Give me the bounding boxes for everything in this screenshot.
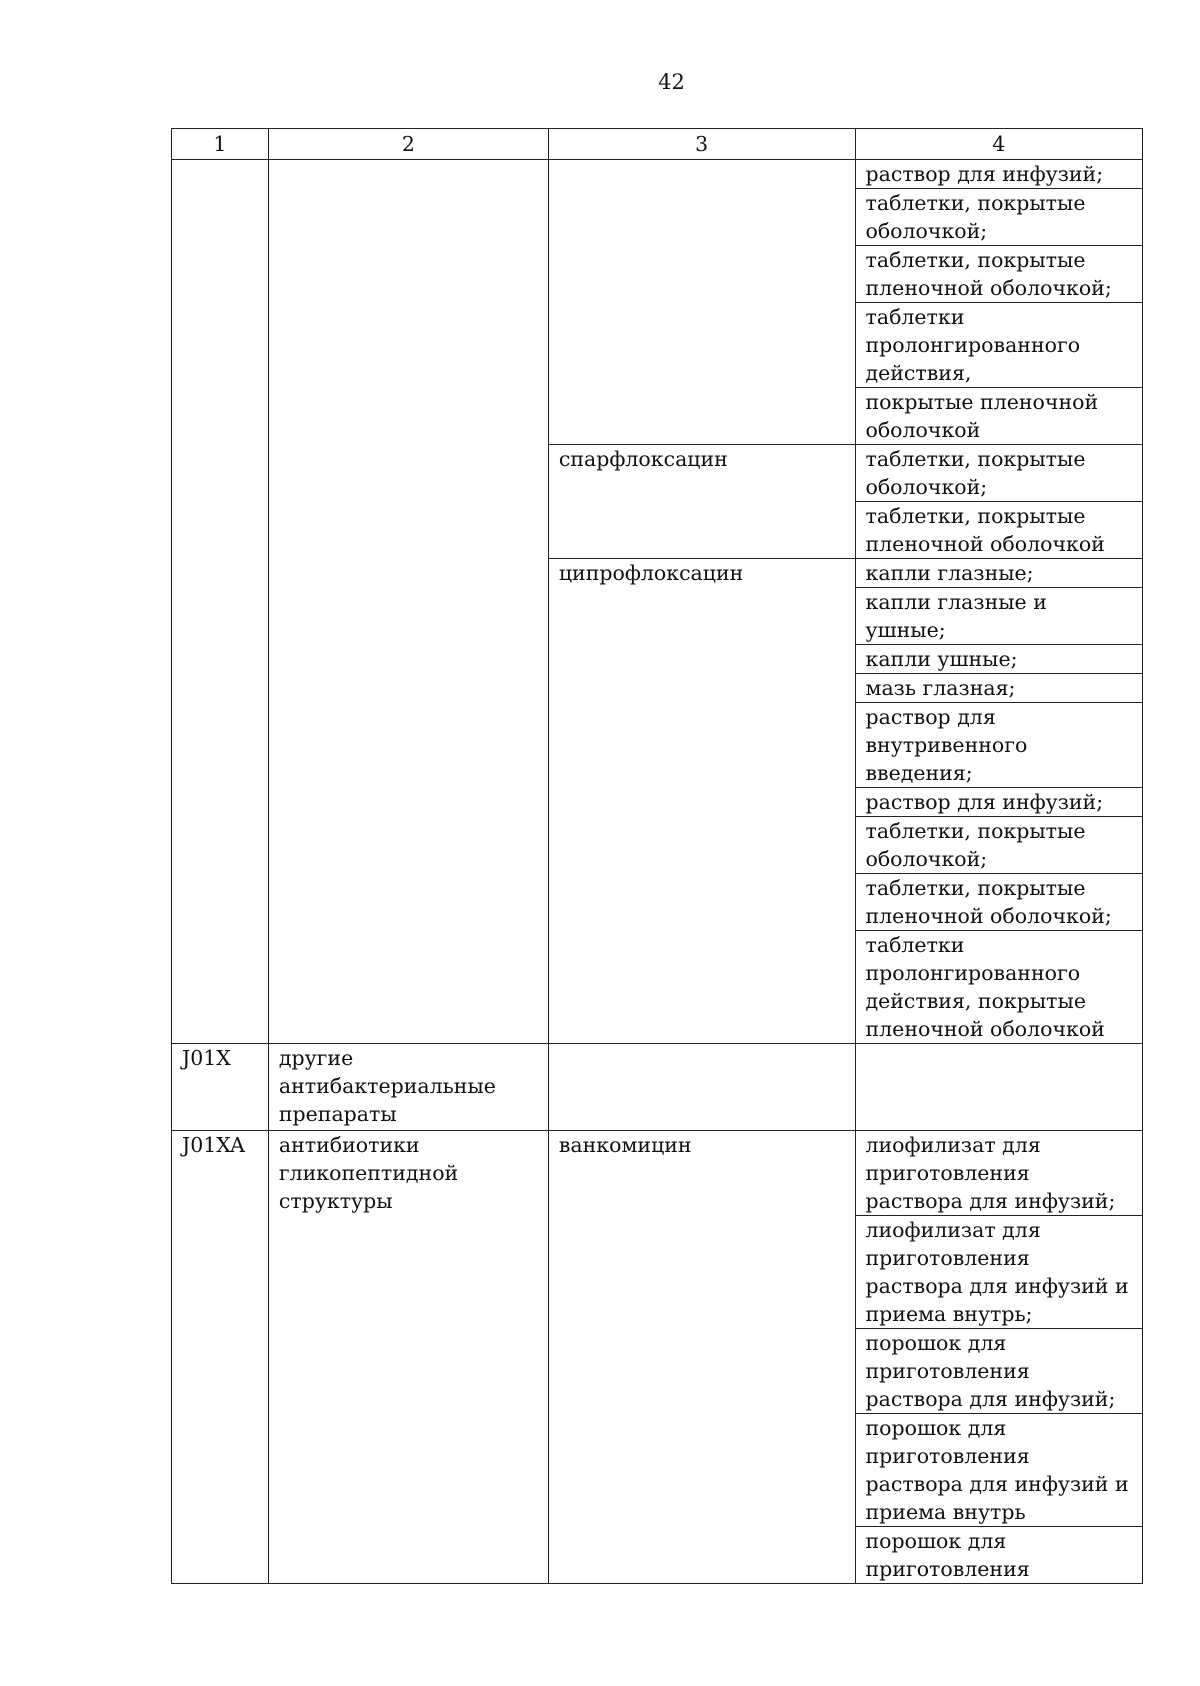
drug-cell: ванкомицин <box>548 1131 855 1584</box>
code-cell: J01X <box>172 1044 269 1131</box>
forms-cell <box>855 559 1143 1044</box>
form-item: таблетки, покрытые пленочной оболочкой; <box>856 246 1143 303</box>
form-item: раствор для инфузий; <box>856 788 1143 817</box>
group-cell <box>268 160 548 1044</box>
group-cell: антибиотики гликопептидной структуры <box>268 1131 548 1584</box>
form-item: лиофилизат для приготовления раствора для инфузий и приема внутрь; <box>856 1216 1143 1329</box>
drug-cell: спарфлоксацин <box>548 445 855 559</box>
forms-cell <box>855 160 1143 445</box>
form-item: порошок для приготовления раствора для инфузий и приема внутрь <box>856 1414 1143 1527</box>
header-col-3: 3 <box>548 129 855 160</box>
form-item: мазь глазная; <box>856 674 1143 703</box>
form-item: лиофилизат для приготовления раствора для инфузий; <box>856 1131 1143 1216</box>
forms-cell <box>855 1131 1143 1584</box>
form-item: покрытые пленочной оболочкой <box>865 390 1099 442</box>
form-item: раствор для инфузий; <box>856 160 1143 189</box>
form-item: таблетки пролонгированного действия, покрытые пленочной оболочкой <box>865 933 1105 1041</box>
header-row <box>172 129 1143 160</box>
drug-cell <box>548 160 855 445</box>
form-item: таблетки, покрытые пленочной оболочкой <box>865 504 1105 556</box>
code-cell <box>172 160 269 1044</box>
drug-cell: ципрофлоксацин <box>548 559 855 1044</box>
form-item: капли глазные; <box>856 559 1143 588</box>
form-item: таблетки, покрытые оболочкой; <box>856 817 1143 874</box>
form-item: таблетки, покрытые оболочкой; <box>856 189 1143 246</box>
header-col-4: 4 <box>855 129 1143 160</box>
table-row <box>172 160 1143 445</box>
drug-table <box>171 128 1143 1584</box>
header-col-1: 1 <box>172 129 269 160</box>
form-item: капли глазные и ушные; <box>856 588 1143 645</box>
form-item: таблетки, покрытые оболочкой; <box>856 445 1143 502</box>
page-number: 42 <box>658 70 685 94</box>
form-item: порошок для приготовления раствора для инфузий; <box>856 1329 1143 1414</box>
forms-cell <box>855 1044 1143 1131</box>
group-cell: другие антибактериальные препараты <box>268 1044 548 1131</box>
form-item: таблетки, покрытые пленочной оболочкой; <box>856 874 1143 931</box>
form-item: порошок для приготовления <box>865 1529 1030 1581</box>
drug-cell <box>548 1044 855 1131</box>
header-col-2: 2 <box>268 129 548 160</box>
form-item: капли ушные; <box>856 645 1143 674</box>
code-cell: J01XA <box>172 1131 269 1584</box>
form-item: раствор для внутривенного введения; <box>856 703 1143 788</box>
forms-cell <box>855 445 1143 559</box>
form-item: таблетки пролонгированного действия, <box>856 303 1143 388</box>
table-row <box>172 1044 1143 1131</box>
table-row <box>172 1131 1143 1584</box>
